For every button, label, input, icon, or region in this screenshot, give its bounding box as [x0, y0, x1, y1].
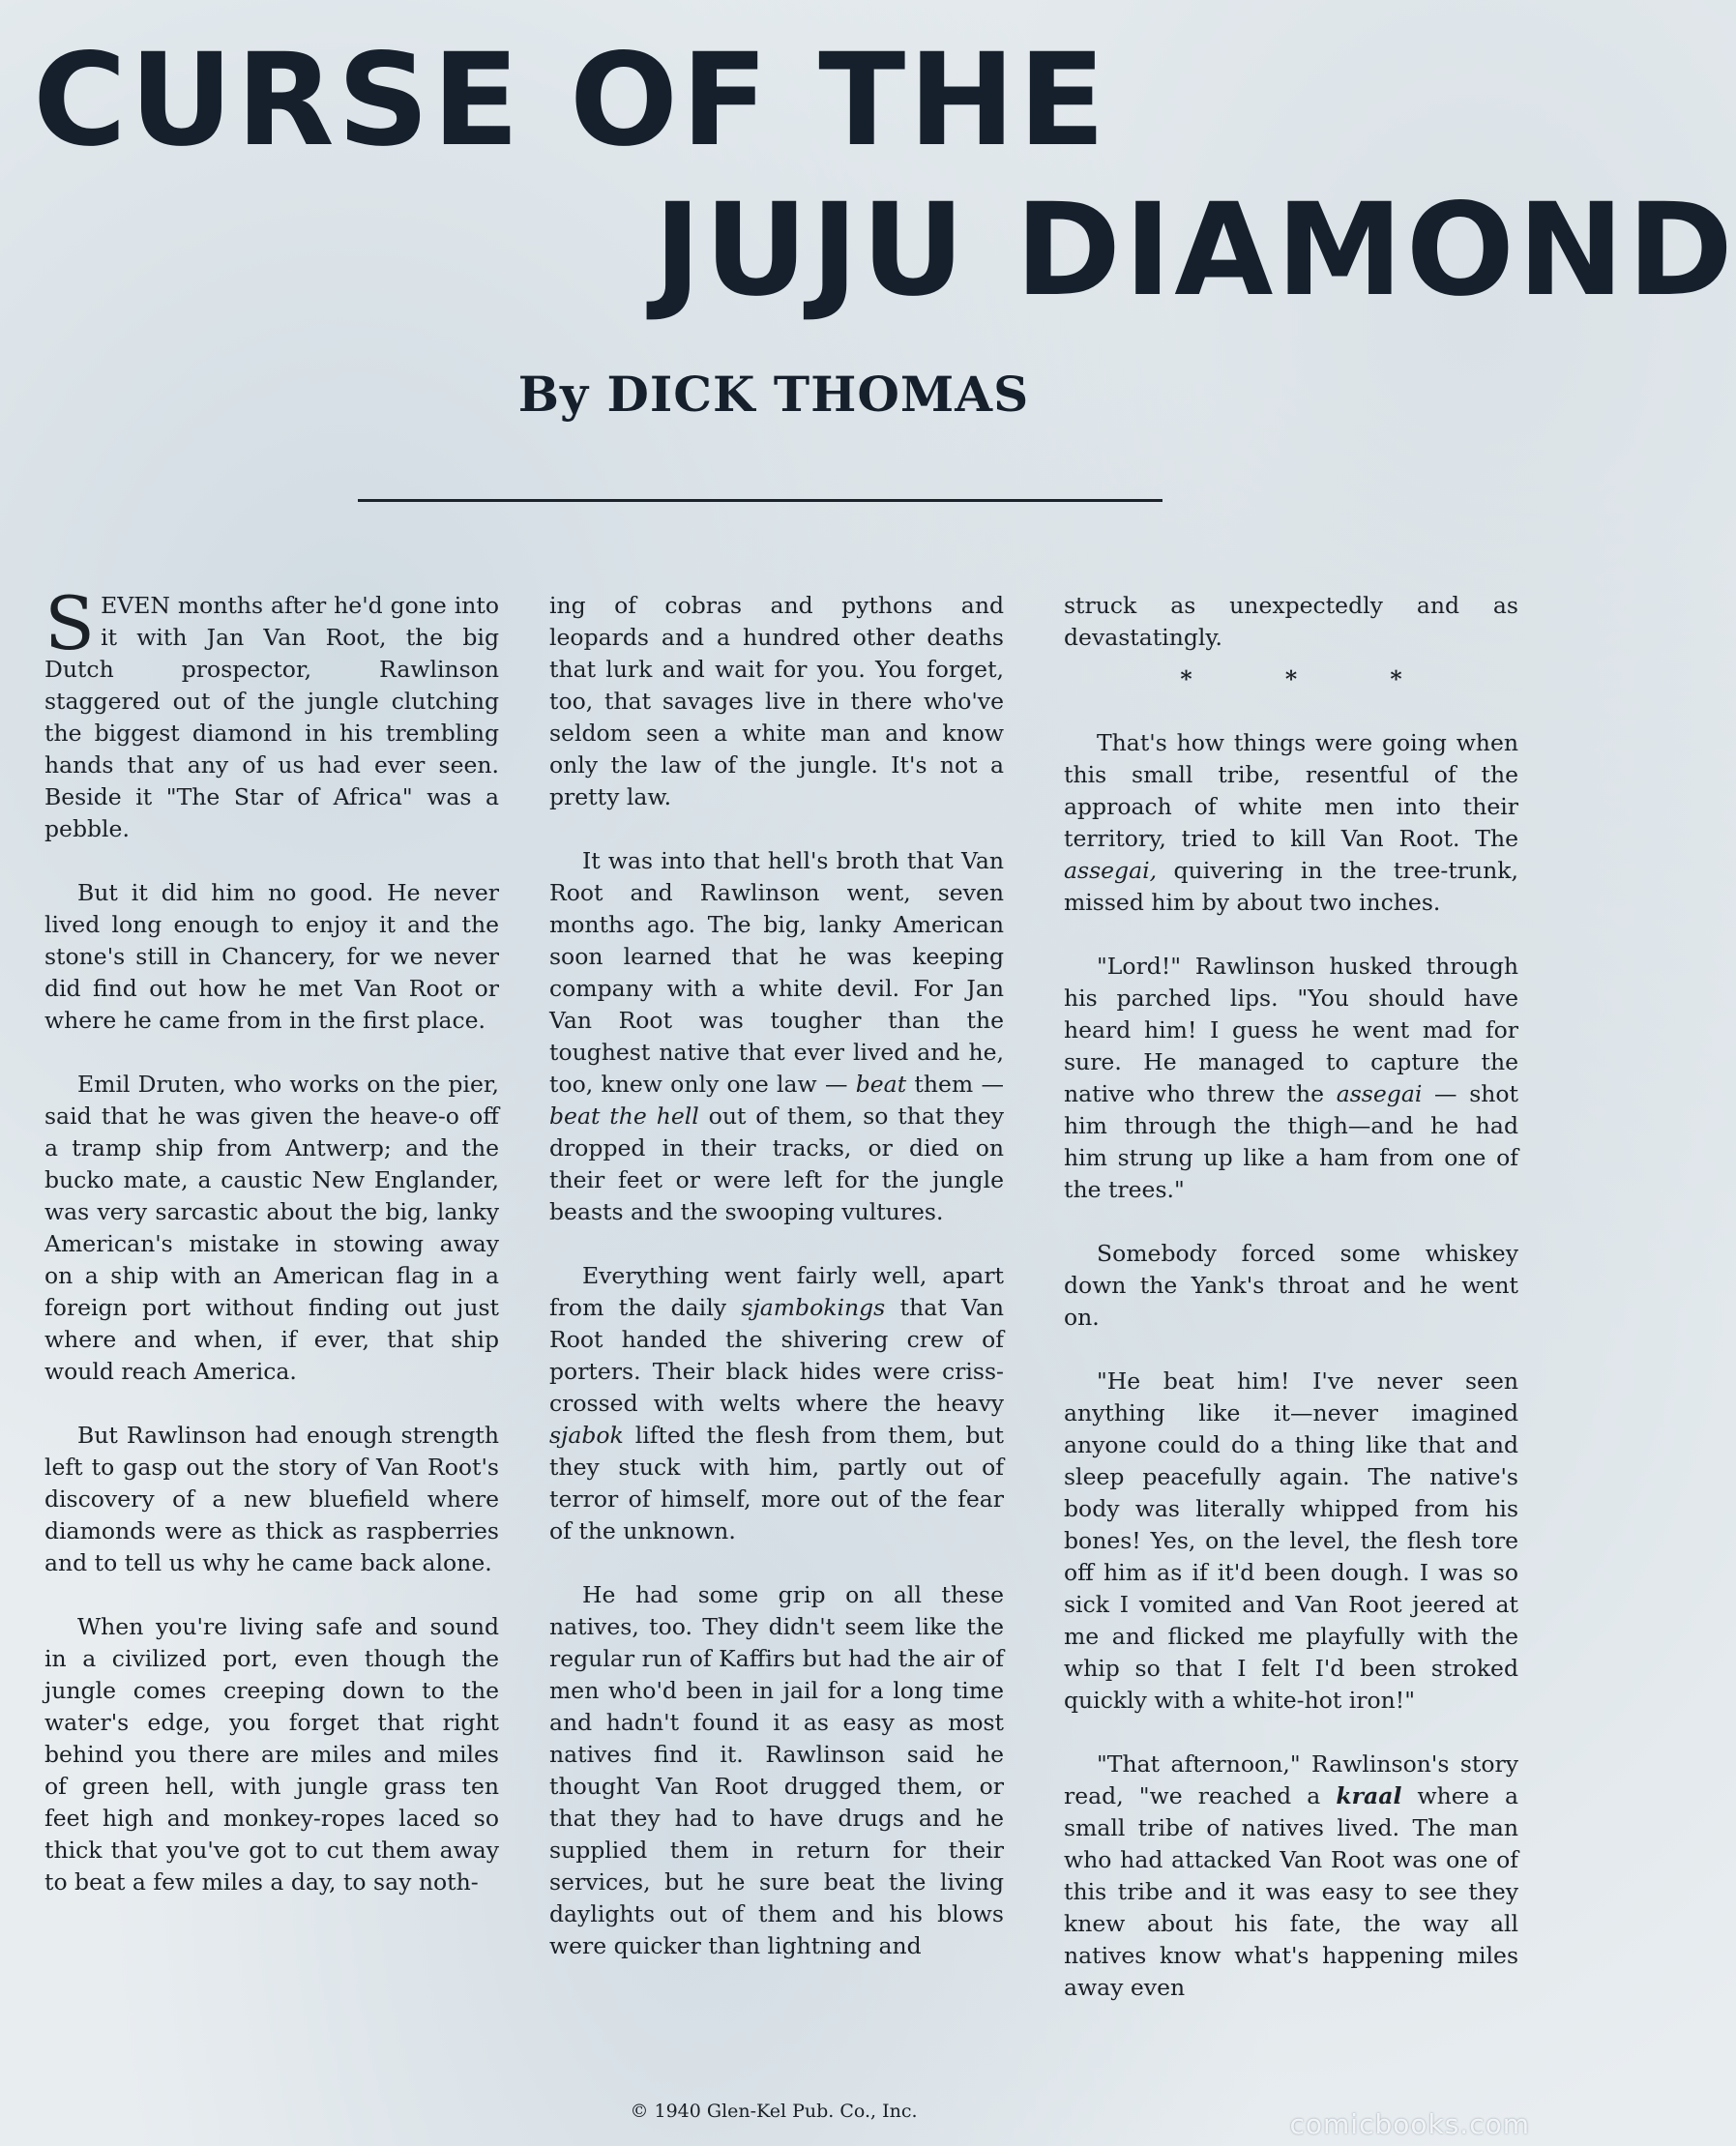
drop-cap: S — [44, 580, 96, 666]
byline: By DICK THOMAS — [517, 366, 1030, 423]
paragraph — [1064, 1749, 1518, 2004]
text-column-2 — [549, 590, 1004, 2084]
paragraph: Somebody forced some whiskey down the Yank's throat and he went on. — [1064, 1240, 1518, 1331]
italic-text: beat the hell — [549, 1102, 699, 1130]
paragraph-text: "That afternoon," Rawlinson's story read, "we reached a — [1064, 1750, 1518, 1809]
paragraph-text: It was into that hell's broth that Van Root and Rawlinson went, seven months ago. The big, lanky American soon learned that he was keeping company with a white devil. For Jan Van Root was tougher than the toughest native that ever lived and he, too, knew only one law — — [549, 847, 1004, 1098]
paragraph-text: lifted the flesh from them, but they stuck with him, partly out of terror of himself, more out of the fear of the unknown. — [549, 1422, 1004, 1544]
paragraph-text: "Lord!" Rawlinson husked through his parched lips. "You should have heard him! I guess he went mad for sure. He managed to capture the native who threw the — [1064, 953, 1518, 1107]
paragraph: Emil Druten, who works on the pier, said that he was given the heave-o off a tramp ship from Antwerp; and the bucko mate, a caustic New Englander, was very sarcastic about the big, lanky American's mistake in stowing away on a ship with an American flag in a foreign port without finding out just where and when, if ever, that ship would reach America. — [44, 1071, 499, 1385]
paragraph: ing of cobras and pythons and leopards and a hundred other deaths that lurk and wait for you. You forget, too, that savages live in there who've seldom seen a white man and know only the law of the jungle. It's not a pretty law. — [549, 592, 1004, 810]
watermark: comicbooks.com — [1289, 2108, 1530, 2140]
paragraph-text: — shot him through the thigh—and he had him strung up like a ham from one of the trees." — [1064, 1080, 1518, 1203]
italic-text: sjambokings — [741, 1294, 886, 1321]
italic-text: assegai — [1336, 1080, 1423, 1107]
paragraph: He had some grip on all these natives, too. They didn't seem like the regular run of Kaffirs but had the air of men who'd been in jail for a long time and hadn't found it as easy as most natives find it. Rawlinson said he thought Van Root drugged them, or that they had to have drugs and he supplied them in return for their services, but he sure beat the living daylights out of them and his blows were quicker than lightning and — [549, 1581, 1004, 1959]
section-break-asterisks: * * * — [1180, 665, 1445, 692]
text-column-3 — [1064, 590, 1518, 2084]
title-divider — [358, 499, 1162, 502]
paragraph-text: EVEN months after he'd gone into it with Jan Van Root, the big Dutch prospector, Rawlinson staggered out of the jungle clutching the biggest diamond in his trembling hands that any of us had ever seen. Beside it "The Star of Africa" was a pebble. — [44, 592, 499, 842]
paragraph-text: out of them, so that they dropped in their tracks, or died on their feet or were left for the jungle beasts and the swooping vultures. — [549, 1102, 1005, 1225]
italic-text: beat — [855, 1071, 907, 1098]
copyright-notice: © 1940 Glen-Kel Pub. Co., Inc. — [630, 2101, 918, 2122]
paragraph: struck as unexpectedly and as devastatingly. — [1064, 592, 1518, 651]
paragraph-text: where a small tribe of natives lived. The man who had attacked Van Root was one of this tribe and it was easy to see they knew about his fate, the way all natives know what's happening miles away even — [1064, 1782, 1518, 2001]
paragraph: When you're living safe and sound in a civilized port, even though the jungle comes creeping down to the water's edge, you forget that right behind you there are miles and miles of green hell, with jungle grass ten feet high and monkey-ropes laced so thick that you've got to cut them away to beat a few miles a day, to say noth- — [44, 1613, 499, 1896]
paragraph-text: quivering in the tree-trunk, missed him by about two inches. — [1064, 857, 1518, 916]
paragraph — [44, 580, 499, 845]
paragraph-text: that Van Root handed the shivering crew of porters. Their black hides were criss-crossed with welts where the heavy — [549, 1294, 1004, 1417]
paragraph-text: them — — [906, 1071, 1004, 1098]
italic-text: kraal — [1336, 1782, 1402, 1809]
paragraph — [1064, 727, 1518, 919]
text-column-1 — [44, 580, 499, 2084]
paragraph: But Rawlinson had enough strength left to gasp out the story of Van Root's discovery of a new bluefield where diamonds were as thick as raspberries and to tell us why he came back alone. — [44, 1422, 499, 1576]
article-title-line-2: JUJU DIAMOND — [654, 176, 1736, 325]
paragraph-text: That's how things were going when this small tribe, resentful of the approach of white men into their territory, tried to kill Van Root. The — [1064, 729, 1518, 852]
paragraph-text: Everything went fairly well, apart from the daily — [549, 1262, 1004, 1321]
paragraph — [549, 1260, 1004, 1547]
paragraph: But it did him no good. He never lived long enough to enjoy it and the stone's still in Chancery, for we never did find out how he met Van Root or where he came from in the first place. — [44, 879, 499, 1034]
paragraph — [1064, 951, 1518, 1206]
italic-text: sjabok — [549, 1422, 624, 1449]
paragraph: "He beat him! I've never seen anything like it—never imagined anyone could do a thing like that and sleep peacefully again. The native's body was literally whipped from his bones! Yes, on the level, the flesh tore off him as if it'd been dough. I was so sick I vomited and Van Root jeered at me and flicked me playfully with the whip so that I felt I'd been stroked quickly with a white-hot iron!" — [1064, 1367, 1518, 1714]
italic-text: assegai, — [1064, 857, 1158, 884]
paragraph — [549, 845, 1004, 1228]
article-title-line-1: CURSE OF THE — [33, 26, 1108, 175]
